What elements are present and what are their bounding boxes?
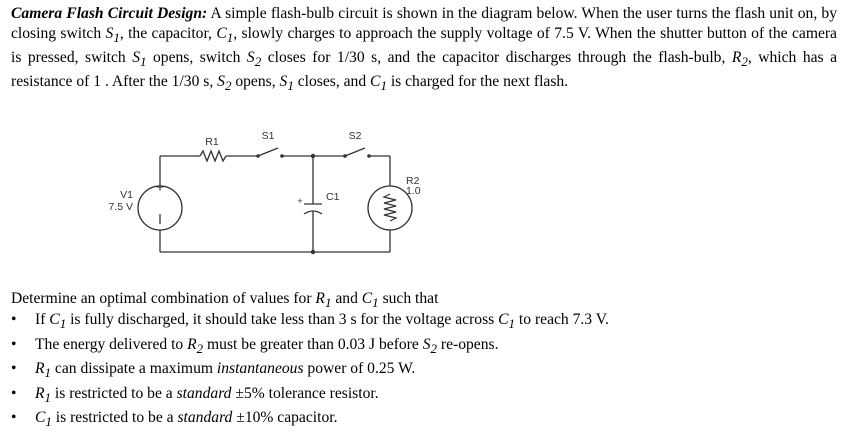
r2-value: 1.0: [406, 185, 421, 197]
intro-text: , which has a resistance of 1 . After the 1/30 s,: [11, 49, 837, 91]
var-s2: $S_2$: [217, 73, 232, 94]
var-s1: $S_1$: [105, 25, 120, 46]
intro-text: , the capacitor,: [119, 25, 217, 42]
r2-label: R2: [406, 175, 420, 187]
circuit-diagram: [100, 128, 440, 268]
intro-text: closes, and: [293, 73, 371, 91]
resistor-r1-symbol: [200, 151, 226, 161]
requirements-list: [11, 310, 609, 433]
bullet: •: [11, 409, 17, 427]
v1-label: V1: [120, 189, 133, 201]
switch-s2-pivot: [343, 154, 347, 158]
intro-text: , slowly charges to approach the supply voltage of 7.5 V. When the shutter button of the camera is pressed, switch: [11, 25, 837, 67]
v1-plus-sign: +: [155, 179, 165, 196]
list-item: • $R_1$ can dissipate a maximum instantaneous power of 0.25 W.: [11, 360, 416, 381]
list-item: • If $C_1$ is fully discharged, it should take less than 3 s for the voltage across $C_1$ to reach 7.3 V.: [11, 311, 609, 332]
var-c1: $C_1$: [361, 290, 379, 311]
list-item: • The energy delivered to $R_2$ must be greater than 0.03 J before $S_2$ re-opens.: [11, 335, 499, 356]
switch-s1-pivot: [256, 154, 260, 158]
intro-text: A simple flash-bulb circuit is shown in the diagram below. When the user turns the flash unit on, by closing switch: [11, 5, 837, 42]
var-c1: $C_1$: [216, 25, 234, 46]
bulb-filament: [384, 194, 396, 221]
var-r2: $R_2$: [731, 49, 748, 70]
c1-plus-sign: +: [297, 196, 303, 206]
s2-label: S2: [348, 130, 362, 142]
intro-text: closes for 1/30 s, and the capacitor discharges through the flash-bulb,: [261, 49, 732, 67]
var-s1: $S_1$: [279, 73, 294, 94]
problem-title: Camera Flash Circuit Design:: [11, 5, 208, 22]
bullet: •: [11, 335, 17, 353]
bullet: •: [11, 360, 17, 378]
switch-s2-contact: [367, 154, 371, 158]
s1-label: S1: [261, 130, 275, 142]
junction-dot: [311, 154, 315, 158]
task-text: Determine an optimal combination of values for: [11, 290, 316, 307]
var-s2: $S_2$: [246, 49, 262, 70]
switch-s1-contact: [280, 154, 284, 158]
list-item: • $C_1$ is restricted to be a standard ±10% capacitor.: [11, 409, 338, 430]
task-text: and: [331, 290, 362, 307]
var-s1: $S_1$: [132, 49, 147, 70]
junction-dot: [311, 250, 315, 254]
intro-text: opens, switch: [146, 49, 247, 67]
var-r1: $R_1$: [315, 290, 332, 311]
task-text: such that: [378, 290, 439, 307]
intro-text: is charged for the next flash.: [386, 73, 569, 91]
var-c1: $C_1$: [370, 73, 387, 94]
v1-value: 7.5 V: [108, 201, 133, 213]
switch-s1-blade: [258, 148, 278, 156]
problem-intro: [11, 4, 837, 96]
c1-label: C1: [326, 191, 340, 203]
switch-s2-blade: [345, 148, 365, 156]
bullet: •: [11, 311, 17, 328]
bullet: •: [11, 384, 17, 402]
intro-text: opens,: [231, 73, 280, 91]
list-item: • $R_1$ is restricted to be a standard ±5% tolerance resistor.: [11, 384, 379, 405]
r1-label: R1: [205, 136, 219, 148]
